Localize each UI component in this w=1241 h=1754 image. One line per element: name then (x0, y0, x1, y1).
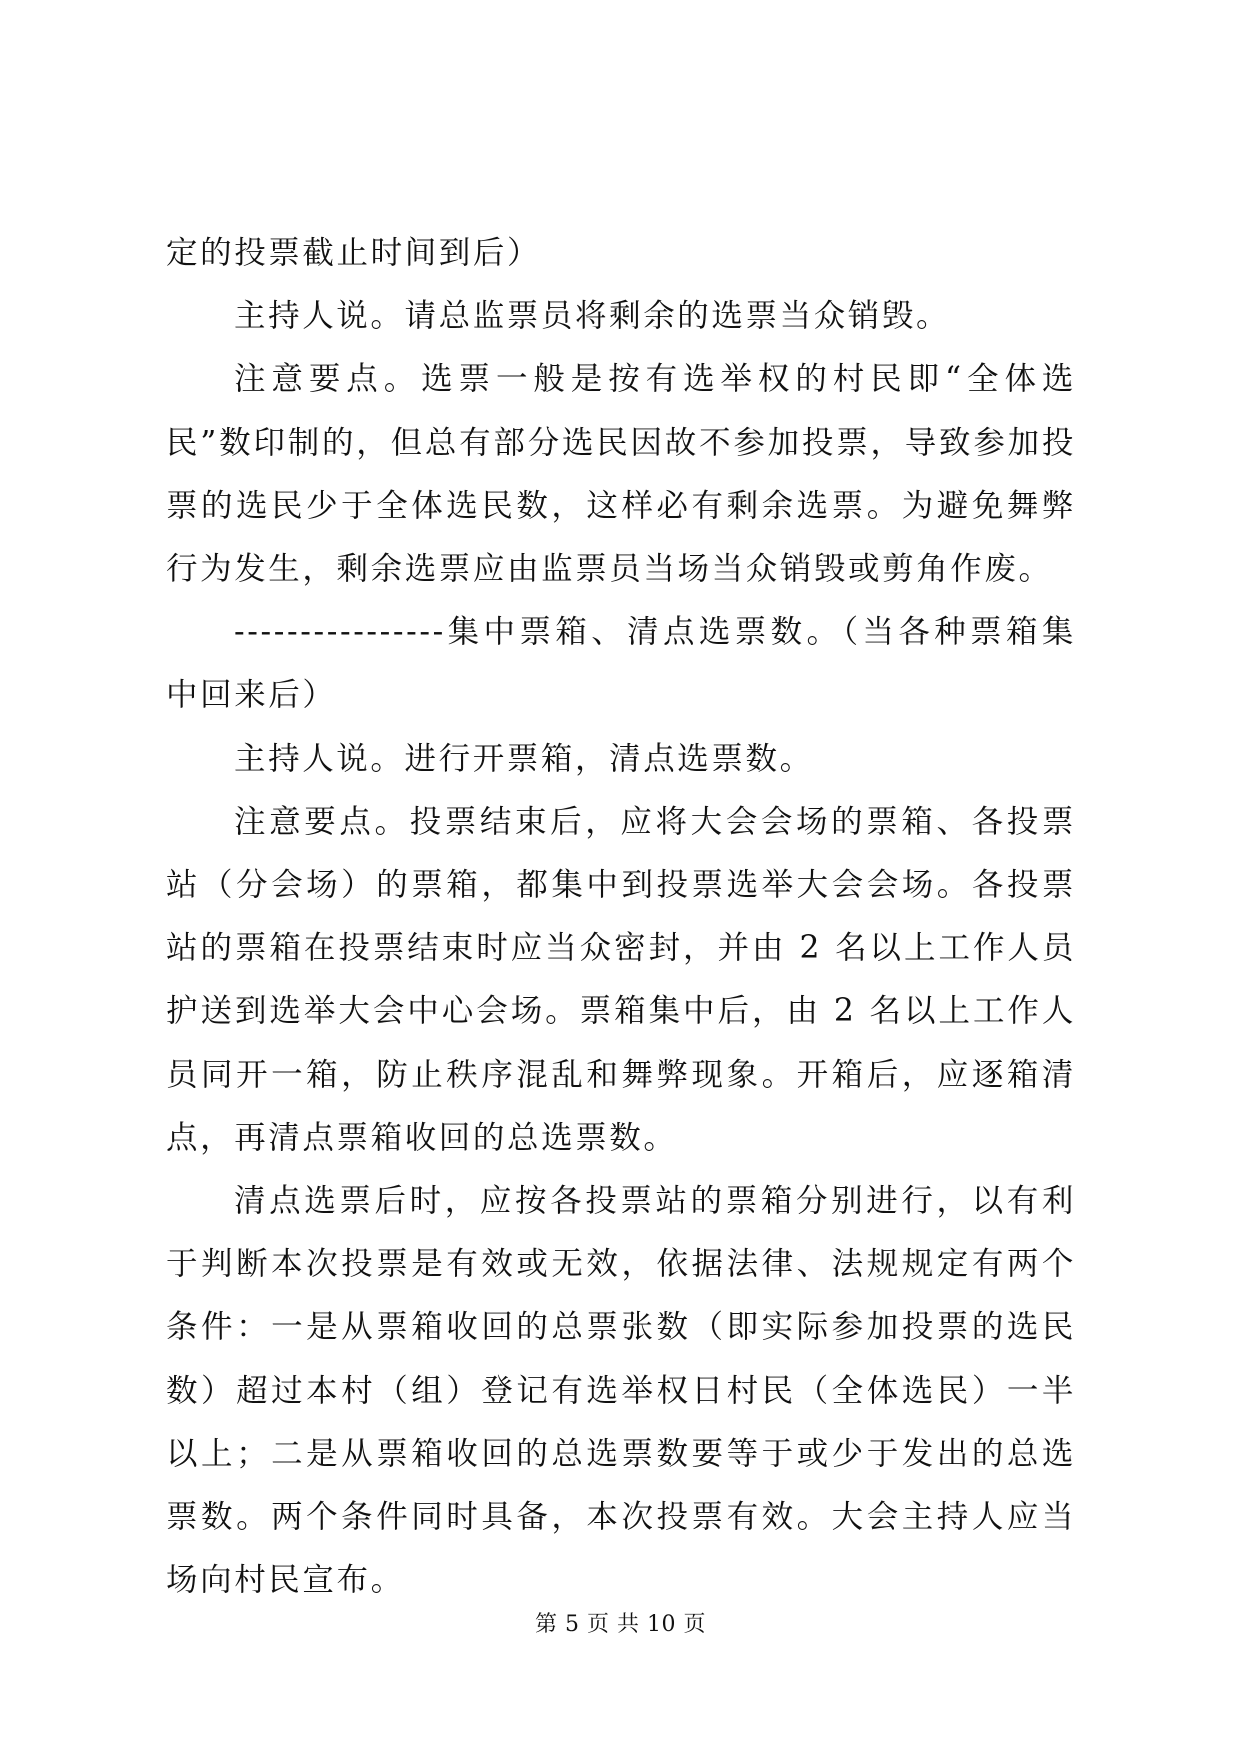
paragraph-note-surplus-ballots: 注意要点。选票一般是按有选举权的村民即“全体选民”数印制的，但总有部分选民因故不参加投票，导致参加投票的选民少于全体选民数，这样必有剩余选票。为避免舞弊行为发生，剩余选票应由监票员当场当众销毁或剪角作废。 (166, 361, 1076, 588)
page-number-footer: 第 5 页 共 10 页 (535, 1612, 706, 1637)
paragraph-validity-conditions: 清点选票后时，应按各投票站的票箱分别进行，以有利于判断本次投票是有效或无效，依据法律、法规规定有两个条件：一是从票箱收回的总票张数（即实际参加投票的选民数）超过本村（组）登记有选举权日村民（全体选民）一半以上；二是从票箱收回的总选票数要等于或少于发出的总选票数。两个条件同时具备，本次投票有效。大会主持人应当场向村民宣布。 (166, 1183, 1076, 1599)
paragraph-host-destroy-ballots: 主持人说。请总监票员将剩余的选票当众销毁。 (234, 298, 951, 335)
document-body (166, 222, 1076, 1612)
paragraph-note-box-handling: 注意要点。投票结束后，应将大会会场的票箱、各投票站（分会场）的票箱，都集中到投票选举大会会场。各投票站的票箱在投票结束时应当众密封，并由 2 名以上工作人员护送到选举大会中心会场。票箱集中后，由 2 名以上工作人员同开一箱，防止秩序混乱和舞弊现象。开箱后，应逐箱清点，再清点票箱收回的总选票数。 (166, 803, 1076, 1156)
paragraph-host-open-boxes: 主持人说。进行开票箱，清点选票数。 (234, 740, 814, 777)
paragraph-section-collect-boxes: ----------------集中票箱、清点选票数。（当各种票箱集中回来后） (166, 614, 1076, 714)
paragraph-continuation: 定的投票截止时间到后） (166, 235, 542, 271)
